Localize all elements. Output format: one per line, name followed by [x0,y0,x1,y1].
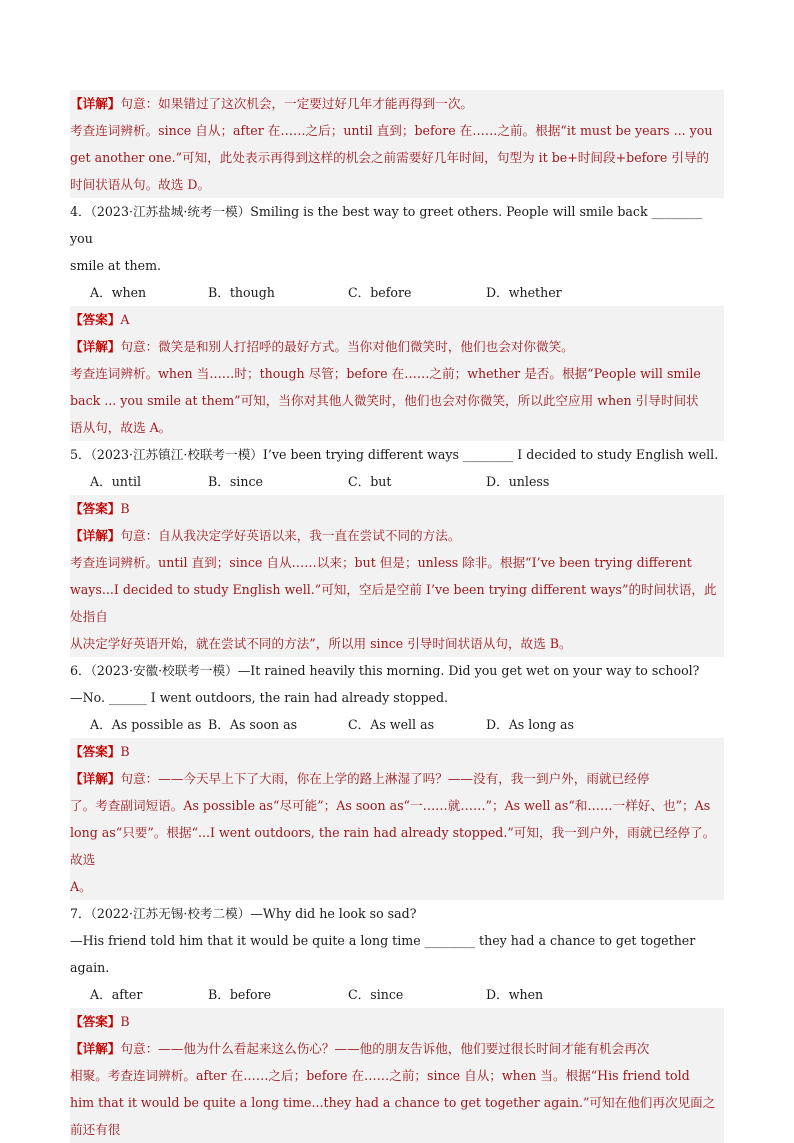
q4-detail-line: 考查连词辨析。when 当……时；though 尽管；before 在……之前；whether 是否。根据“People will smile [70,366,701,381]
question-6 [70,657,724,738]
q4-stem-line: smile at them. [70,258,162,273]
q6-answer-line: 【答案】B [70,744,130,759]
q4-detail-line: back ... you smile at them”可知，当你对其他人微笑时，他们也会对你微笑，所以此空应用 when 引导时间状 [70,393,699,408]
q6-option-c: C．As well as [348,717,435,732]
q4-option-a: A．when [90,285,147,300]
q7-option-d: D．when [486,987,544,1002]
q7-option-c: C．since [348,987,404,1002]
q4-answer-block [70,306,724,441]
q4-detail-line: 语从句，故选 A。 [70,420,172,435]
q5-detail-line: ways...I decided to study English well.”可知，空后是空前 I’ve been trying different ways”的时间状语，此处指自 [70,582,717,624]
q4-option-b: B．though [208,285,275,300]
q5-answer-block [70,495,724,657]
q7-options [70,981,724,1008]
q5-answer: B [120,501,130,516]
q7-stem-line: —His friend told him that it would be quite a long time ________ they had a chance to get together again. [70,933,696,975]
q6-options [70,711,724,738]
worksheet-page [70,90,724,1143]
q7-option-b: B．before [208,987,272,1002]
q3-detail-block [70,90,724,198]
q4-option-d: D．whether [486,285,562,300]
q7-detail-line: 【详解】句意：——他为什么看起来这么伤心？——他的朋友告诉他，他们要过很长时间才能有机会再次 [70,1041,650,1056]
q3-detail-line: 考查连词辨析。since 自从；after 在……之后；until 直到；before 在……之前。根据“it must be years ... you [70,123,713,138]
q7-detail-line: 相聚。考查连词辨析。after 在……之后；before 在……之前；since 自从；when 当。根据“His friend told [70,1068,690,1083]
q5-option-a: A．until [90,474,142,489]
q3-detail-line: get another one.”可知，此处表示再得到这样的机会之前需要好几年时间，句型为 it be+时间段+before 引导的 [70,150,710,165]
q6-answer: B [120,744,130,759]
question-7 [70,900,724,1008]
q5-options [70,468,724,495]
q3-detail-line: 时间状语从句。故选 D。 [70,177,211,192]
q5-answer-line: 【答案】B [70,501,130,516]
question-5 [70,441,724,495]
q6-option-a: A．As possible as [90,717,202,732]
q5-detail-line: 考查连词辨析。until 直到；since 自从……以来；but 但是；unless 除非。根据“I’ve been trying different [70,555,692,570]
q6-detail-line: 了。考查副词短语。As possible as“尽可能”；As soon as“一……就……”；As well as“和……一样好、也”；As [70,798,711,813]
detail-tag: 【详解】 [70,96,121,111]
q6-detail-line: long as“只要”。根据“...I went outdoors, the rain had already stopped.”可知，我一到户外，雨就已经停了。故选 [70,825,716,867]
q4-answer-line: 【答案】A [70,312,130,327]
q4-detail-line: 【详解】句意：微笑是和别人打招呼的最好方式。当你对他们微笑时，他们也会对你微笑。 [70,339,574,354]
q4-stem-line: 4．（2023·江苏盐城·统考一模）Smiling is the best way to greet others. People will smile back ________ you [70,204,702,246]
q7-option-a: A．after [90,987,143,1002]
q5-stem-line: 5．（2023·江苏镇江·校联考一模）I’ve been trying different ways ________ I decided to study English well. [70,447,719,462]
q5-option-c: C．but [348,474,392,489]
q4-answer: A [120,312,130,327]
question-4 [70,198,724,306]
q7-detail-line: him that it would be quite a long time...they had a chance to get together again.”可知在他们再次见面之前还有很 [70,1095,716,1137]
q7-answer: B [120,1014,130,1029]
q6-stem-line: 6．（2023·安徽·校联考一模）—It rained heavily this morning. Did you get wet on your way to school? [70,663,700,678]
q5-detail-line: 【详解】句意：自从我决定学好英语以来，我一直在尝试不同的方法。 [70,528,461,543]
q5-option-d: D．unless [486,474,550,489]
q6-option-b: B．As soon as [208,717,298,732]
q6-detail-line: A。 [70,879,92,894]
q6-option-d: D．As long as [486,717,575,732]
q5-detail-line: 从决定学好英语开始，就在尝试不同的方法”，所以用 since 引导时间状语从句，故选 B。 [70,636,572,651]
q3-detail-line: 【详解】句意：如果错过了这次机会，一定要过好几年才能再得到一次。 [70,96,473,111]
q4-option-c: C．before [348,285,412,300]
q6-stem-line: —No. ______ I went outdoors, the rain had already stopped. [70,690,449,705]
q5-option-b: B．since [208,474,263,489]
q4-options [70,279,724,306]
q6-detail-line: 【详解】句意：——今天早上下了大雨，你在上学的路上淋湿了吗？——没有，我一到户外，雨就已经停 [70,771,650,786]
q6-answer-block [70,738,724,900]
q7-answer-line: 【答案】B [70,1014,130,1029]
q7-stem-line: 7．（2022·江苏无锡·校考二模）—Why did he look so sad? [70,906,417,921]
